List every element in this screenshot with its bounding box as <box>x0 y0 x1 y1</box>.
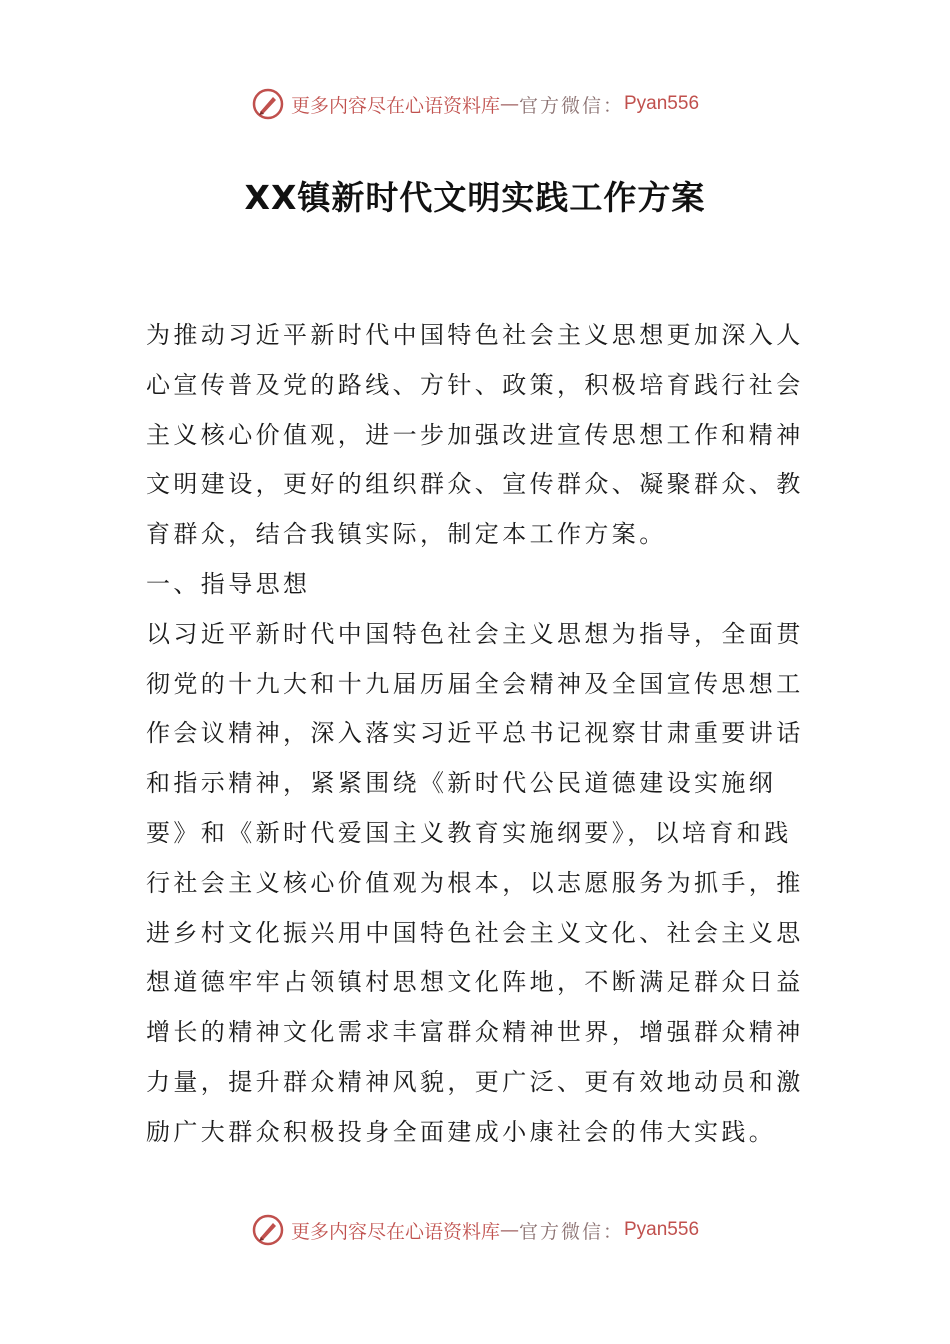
pen-logo-icon <box>251 87 285 121</box>
watermark-wechat-label: 官方微信： <box>518 1220 624 1243</box>
pen-logo-icon <box>251 1213 285 1247</box>
paragraph-intro: 为推动习近平新时代中国特色社会主义思想更加深入人心宣传普及党的路线、方针、政策，积极培育践行社会主义核心价值观，进一步加强改进宣传思想工作和精神文明建设，更好的组织群众、宣传群众、凝聚群众、教育群众，结合我镇实际，制定本工作方案。 <box>146 321 804 549</box>
watermark-separator: — <box>499 93 519 115</box>
section-heading-guiding-ideology: 一、指导思想 <box>146 569 311 598</box>
watermark-site: 更多内容尽在心语资料库 <box>290 94 500 117</box>
watermark-separator: — <box>499 1219 519 1241</box>
document-body <box>146 311 806 1158</box>
document-title: XX镇新时代文明实践工作方案 <box>244 178 706 217</box>
paragraph-guiding-ideology: 以习近平新时代中国特色社会主义思想为指导，全面贯彻党的十九大和十九届历届全会精神及全国宣传思想工作会议精神，深入落实习近平总书记视察甘肃重要讲话和指示精神，紧紧围绕《新时代公民道德建设实施纲要》和《新时代爱国主义教育实施纲要》，以培育和践行社会主义核心价值观为根本，以志愿服务为抓手，推进乡村文化振兴用中国特色社会主义文化、社会主义思想道德牢牢占领镇村思想文化阵地，不断满足群众日益增长的精神文化需求丰富群众精神世界，增强群众精神力量，提升群众精神风貌，更广泛、更有效地动员和激励广大群众积极投身全面建成小康社会的伟大实践。 <box>146 619 804 1146</box>
footer-watermark <box>0 1210 950 1250</box>
watermark-site: 更多内容尽在心语资料库 <box>290 1220 500 1243</box>
header-watermark <box>0 84 950 124</box>
watermark-wechat-id: Pyan556 <box>624 1219 700 1240</box>
watermark-wechat-label: 官方微信： <box>518 94 624 117</box>
watermark-wechat-id: Pyan556 <box>624 93 700 114</box>
